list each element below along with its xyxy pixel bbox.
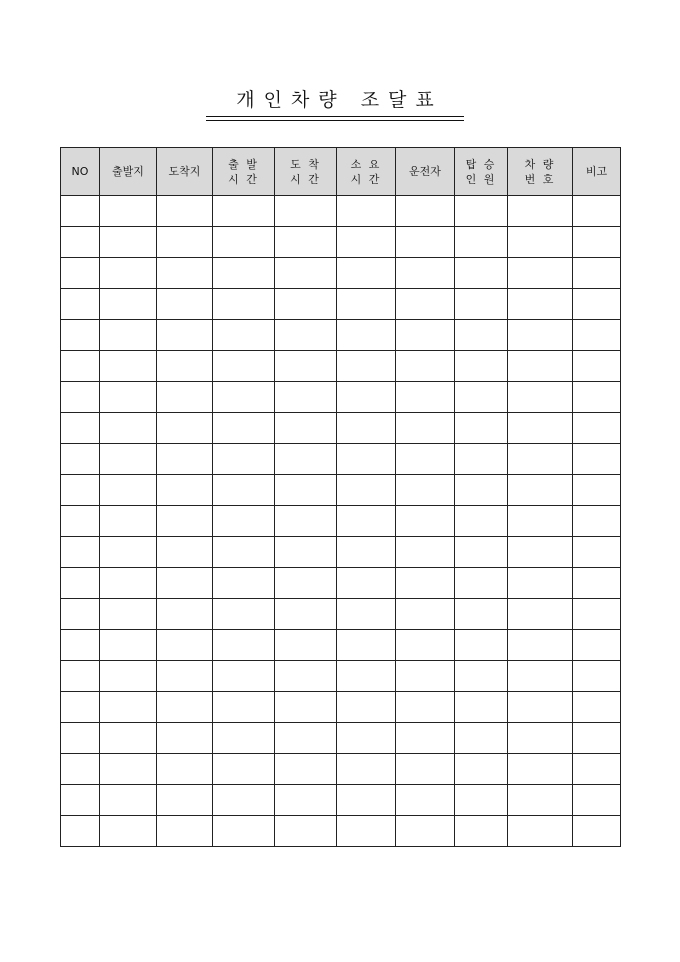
table-cell-duration[interactable] [337,196,396,227]
table-cell-duration[interactable] [337,599,396,630]
table-cell-remarks[interactable] [573,630,621,661]
table-row [61,568,621,599]
table-cell-arrival-place[interactable] [157,785,213,816]
table-cell-vehicle-number[interactable] [508,475,573,506]
table-cell-arrival-place[interactable] [157,227,213,258]
table-row [61,630,621,661]
table-cell-vehicle-number[interactable] [508,816,573,847]
table-cell-duration[interactable] [337,351,396,382]
table-cell-duration[interactable] [337,568,396,599]
table-cell-vehicle-number[interactable] [508,723,573,754]
table-cell-arrival-place[interactable] [157,351,213,382]
table-cell-vehicle-number[interactable] [508,444,573,475]
table-cell-driver[interactable] [396,506,455,537]
table-cell-duration[interactable] [337,258,396,289]
table-cell-arrival-place[interactable] [157,568,213,599]
column-header-label: 차 량 [524,157,556,171]
table-cell-arrival-time[interactable] [275,599,337,630]
table-cell-no[interactable] [61,754,100,785]
table-row [61,599,621,630]
table-cell-no[interactable] [61,227,100,258]
table-cell-remarks[interactable] [573,568,621,599]
table-cell-remarks[interactable] [573,754,621,785]
table-cell-arrival-time[interactable] [275,537,337,568]
table-cell-arrival-time[interactable] [275,630,337,661]
table-cell-arrival-place[interactable] [157,723,213,754]
page-title: 개인차량 조달표 [236,89,443,111]
column-header-label: 비고 [585,165,608,178]
table-cell-departure-place[interactable] [100,382,157,413]
table-cell-arrival-time[interactable] [275,444,337,475]
table-cell-arrival-time[interactable] [275,692,337,723]
table-cell-departure-place[interactable] [100,444,157,475]
table-cell-departure-time[interactable] [213,382,275,413]
table-cell-vehicle-number[interactable] [508,506,573,537]
table-cell-driver[interactable] [396,816,455,847]
table-cell-passengers[interactable] [455,785,508,816]
table-cell-duration[interactable] [337,382,396,413]
header-row [61,148,621,196]
table-cell-arrival-time[interactable] [275,506,337,537]
column-header-departure-place [100,148,157,196]
table-cell-remarks[interactable] [573,444,621,475]
table-cell-remarks[interactable] [573,320,621,351]
table-row [61,289,621,320]
table-cell-arrival-time[interactable] [275,754,337,785]
table-cell-remarks[interactable] [573,785,621,816]
table-cell-departure-time[interactable] [213,537,275,568]
table-cell-arrival-time[interactable] [275,568,337,599]
column-header-label: NO [71,165,89,178]
table-cell-no[interactable] [61,630,100,661]
table-cell-vehicle-number[interactable] [508,227,573,258]
table-cell-departure-place[interactable] [100,568,157,599]
column-header-label: 인 원 [465,172,497,186]
table-cell-duration[interactable] [337,723,396,754]
table-cell-no[interactable] [61,444,100,475]
table-cell-no[interactable] [61,258,100,289]
table-cell-arrival-time[interactable] [275,258,337,289]
table-cell-arrival-place[interactable] [157,196,213,227]
column-header-label: 소 요 [350,157,382,171]
table-cell-driver[interactable] [396,754,455,785]
table-cell-vehicle-number[interactable] [508,258,573,289]
table-cell-arrival-time[interactable] [275,320,337,351]
table-cell-remarks[interactable] [573,258,621,289]
table-cell-departure-time[interactable] [213,475,275,506]
table-cell-remarks[interactable] [573,196,621,227]
table-row [61,475,621,506]
column-header-duration [337,148,396,196]
table-cell-departure-place[interactable] [100,258,157,289]
table-cell-driver[interactable] [396,785,455,816]
table-cell-passengers[interactable] [455,413,508,444]
table-row [61,351,621,382]
column-header-departure-time [213,148,275,196]
table-cell-passengers[interactable] [455,258,508,289]
table-cell-departure-time[interactable] [213,723,275,754]
table-cell-departure-place[interactable] [100,816,157,847]
table-cell-departure-time[interactable] [213,196,275,227]
table-row [61,785,621,816]
table-cell-arrival-time[interactable] [275,475,337,506]
table-cell-driver[interactable] [396,692,455,723]
table-cell-departure-place[interactable] [100,320,157,351]
table-cell-departure-place[interactable] [100,475,157,506]
table-cell-driver[interactable] [396,661,455,692]
table-cell-driver[interactable] [396,382,455,413]
table-cell-duration[interactable] [337,289,396,320]
column-header-label: 운전자 [409,165,441,178]
table-row [61,537,621,568]
table-cell-passengers[interactable] [455,599,508,630]
column-header-remarks [573,148,621,196]
table-cell-duration[interactable] [337,537,396,568]
table-cell-departure-place[interactable] [100,289,157,320]
table-cell-duration[interactable] [337,227,396,258]
table-cell-duration[interactable] [337,692,396,723]
table-row [61,196,621,227]
table-cell-vehicle-number[interactable] [508,630,573,661]
column-header-label: 시 간 [350,172,382,186]
table-cell-no[interactable] [61,320,100,351]
table-cell-arrival-place[interactable] [157,258,213,289]
table-cell-passengers[interactable] [455,754,508,785]
table-cell-passengers[interactable] [455,444,508,475]
title-double-underline [206,116,464,121]
table-cell-no[interactable] [61,351,100,382]
table-cell-passengers[interactable] [455,475,508,506]
table-cell-remarks[interactable] [573,227,621,258]
table-cell-remarks[interactable] [573,475,621,506]
table-cell-arrival-place[interactable] [157,444,213,475]
table-cell-driver[interactable] [396,444,455,475]
table-cell-remarks[interactable] [573,692,621,723]
table-cell-remarks[interactable] [573,723,621,754]
table-cell-duration[interactable] [337,506,396,537]
table-cell-departure-place[interactable] [100,506,157,537]
table-cell-duration[interactable] [337,444,396,475]
table-cell-departure-place[interactable] [100,661,157,692]
table-cell-vehicle-number[interactable] [508,413,573,444]
table-cell-remarks[interactable] [573,537,621,568]
vehicle-procurement-table [60,147,621,847]
table-cell-vehicle-number[interactable] [508,661,573,692]
table-cell-arrival-time[interactable] [275,227,337,258]
column-header-label: 탑 승 [465,157,497,171]
table-cell-driver[interactable] [396,568,455,599]
table-cell-departure-place[interactable] [100,196,157,227]
table-cell-arrival-place[interactable] [157,382,213,413]
table-cell-passengers[interactable] [455,661,508,692]
table-cell-departure-place[interactable] [100,630,157,661]
table-cell-departure-place[interactable] [100,723,157,754]
table-cell-departure-time[interactable] [213,227,275,258]
table-cell-arrival-time[interactable] [275,351,337,382]
table-row [61,723,621,754]
table-cell-no[interactable] [61,599,100,630]
table-cell-passengers[interactable] [455,351,508,382]
table-cell-departure-place[interactable] [100,754,157,785]
table-cell-driver[interactable] [396,320,455,351]
table-cell-remarks[interactable] [573,351,621,382]
table-cell-passengers[interactable] [455,289,508,320]
table-cell-no[interactable] [61,816,100,847]
table-cell-vehicle-number[interactable] [508,382,573,413]
column-header-no [61,148,100,196]
column-header-passengers [455,148,508,196]
table-header [61,148,621,196]
table-cell-arrival-time[interactable] [275,661,337,692]
table-cell-duration[interactable] [337,754,396,785]
table-cell-driver[interactable] [396,599,455,630]
table-cell-departure-time[interactable] [213,320,275,351]
table-cell-no[interactable] [61,289,100,320]
table-cell-departure-time[interactable] [213,568,275,599]
table-cell-arrival-place[interactable] [157,506,213,537]
table-cell-no[interactable] [61,661,100,692]
table-cell-driver[interactable] [396,196,455,227]
table-cell-departure-time[interactable] [213,413,275,444]
table-cell-passengers[interactable] [455,630,508,661]
table-cell-departure-time[interactable] [213,258,275,289]
table-cell-arrival-time[interactable] [275,382,337,413]
column-header-arrival-time [275,148,337,196]
table-cell-vehicle-number[interactable] [508,196,573,227]
table-cell-arrival-place[interactable] [157,599,213,630]
table-cell-driver[interactable] [396,537,455,568]
table-cell-duration[interactable] [337,320,396,351]
table-cell-arrival-time[interactable] [275,816,337,847]
table-row [61,258,621,289]
table-cell-departure-time[interactable] [213,692,275,723]
table-cell-remarks[interactable] [573,506,621,537]
table-cell-driver[interactable] [396,413,455,444]
column-header-arrival-place [157,148,213,196]
table-row [61,320,621,351]
table-cell-passengers[interactable] [455,692,508,723]
table-cell-arrival-time[interactable] [275,413,337,444]
table-cell-vehicle-number[interactable] [508,785,573,816]
column-header-label: 시 간 [290,172,321,186]
table-cell-no[interactable] [61,785,100,816]
column-header-driver [396,148,455,196]
table-body [61,196,621,847]
table-row [61,661,621,692]
table-cell-no[interactable] [61,537,100,568]
table-cell-departure-place[interactable] [100,692,157,723]
table-cell-driver[interactable] [396,475,455,506]
table-cell-arrival-place[interactable] [157,816,213,847]
table-cell-departure-time[interactable] [213,754,275,785]
table-cell-arrival-place[interactable] [157,754,213,785]
table-cell-remarks[interactable] [573,599,621,630]
table-row [61,413,621,444]
table-cell-driver[interactable] [396,630,455,661]
table-cell-departure-time[interactable] [213,289,275,320]
table-cell-vehicle-number[interactable] [508,692,573,723]
column-header-label: 번 호 [524,172,556,186]
table-cell-duration[interactable] [337,661,396,692]
table-cell-departure-time[interactable] [213,816,275,847]
table-cell-departure-time[interactable] [213,661,275,692]
table-cell-no[interactable] [61,196,100,227]
table-cell-vehicle-number[interactable] [508,537,573,568]
table-cell-passengers[interactable] [455,382,508,413]
table-cell-arrival-time[interactable] [275,196,337,227]
table-cell-remarks[interactable] [573,382,621,413]
table-cell-passengers[interactable] [455,723,508,754]
table-cell-arrival-place[interactable] [157,661,213,692]
table-cell-remarks[interactable] [573,661,621,692]
table-cell-vehicle-number[interactable] [508,320,573,351]
table-cell-driver[interactable] [396,723,455,754]
table-cell-arrival-time[interactable] [275,289,337,320]
table-cell-passengers[interactable] [455,227,508,258]
table-cell-departure-place[interactable] [100,351,157,382]
table-cell-departure-place[interactable] [100,537,157,568]
column-header-label: 도착지 [168,165,201,178]
table-cell-no[interactable] [61,692,100,723]
table-row [61,444,621,475]
table-cell-vehicle-number[interactable] [508,599,573,630]
table-cell-vehicle-number[interactable] [508,568,573,599]
table-row [61,506,621,537]
table-cell-driver[interactable] [396,227,455,258]
table-cell-arrival-place[interactable] [157,413,213,444]
table-cell-driver[interactable] [396,289,455,320]
table-cell-arrival-place[interactable] [157,692,213,723]
column-header-label: 출 발 [228,157,259,171]
table-cell-driver[interactable] [396,258,455,289]
table-cell-arrival-place[interactable] [157,320,213,351]
table-row [61,382,621,413]
table-cell-no[interactable] [61,413,100,444]
table-cell-passengers[interactable] [455,196,508,227]
table-cell-passengers[interactable] [455,320,508,351]
table-cell-no[interactable] [61,382,100,413]
table-cell-arrival-place[interactable] [157,537,213,568]
table-cell-departure-place[interactable] [100,413,157,444]
table-cell-no[interactable] [61,506,100,537]
title-block [206,86,464,121]
column-header-label: 도 착 [290,157,321,171]
table-row [61,227,621,258]
table-cell-no[interactable] [61,475,100,506]
table-cell-arrival-place[interactable] [157,289,213,320]
table-cell-duration[interactable] [337,785,396,816]
table-cell-no[interactable] [61,723,100,754]
table-cell-no[interactable] [61,568,100,599]
table-cell-duration[interactable] [337,630,396,661]
table-cell-passengers[interactable] [455,816,508,847]
column-header-label: 시 간 [228,172,259,186]
table-cell-passengers[interactable] [455,568,508,599]
table-row [61,816,621,847]
table-cell-vehicle-number[interactable] [508,351,573,382]
table-row [61,754,621,785]
table-cell-departure-time[interactable] [213,599,275,630]
table-cell-duration[interactable] [337,475,396,506]
table-cell-arrival-place[interactable] [157,630,213,661]
table-cell-arrival-time[interactable] [275,785,337,816]
table-cell-arrival-place[interactable] [157,475,213,506]
table-cell-departure-time[interactable] [213,444,275,475]
table-cell-departure-time[interactable] [213,785,275,816]
table-cell-duration[interactable] [337,413,396,444]
table-cell-passengers[interactable] [455,506,508,537]
table-cell-departure-time[interactable] [213,506,275,537]
table-cell-passengers[interactable] [455,537,508,568]
table-cell-driver[interactable] [396,351,455,382]
column-header-label: 출발지 [112,165,144,178]
table-cell-departure-place[interactable] [100,599,157,630]
table-cell-vehicle-number[interactable] [508,754,573,785]
table-cell-duration[interactable] [337,816,396,847]
table-cell-arrival-time[interactable] [275,723,337,754]
table-cell-departure-time[interactable] [213,351,275,382]
table-cell-vehicle-number[interactable] [508,289,573,320]
table-row [61,692,621,723]
table-cell-remarks[interactable] [573,413,621,444]
table-cell-remarks[interactable] [573,289,621,320]
table-cell-departure-place[interactable] [100,785,157,816]
column-header-vehicle-number [508,148,573,196]
table-cell-remarks[interactable] [573,816,621,847]
table-cell-departure-time[interactable] [213,630,275,661]
table-cell-departure-place[interactable] [100,227,157,258]
